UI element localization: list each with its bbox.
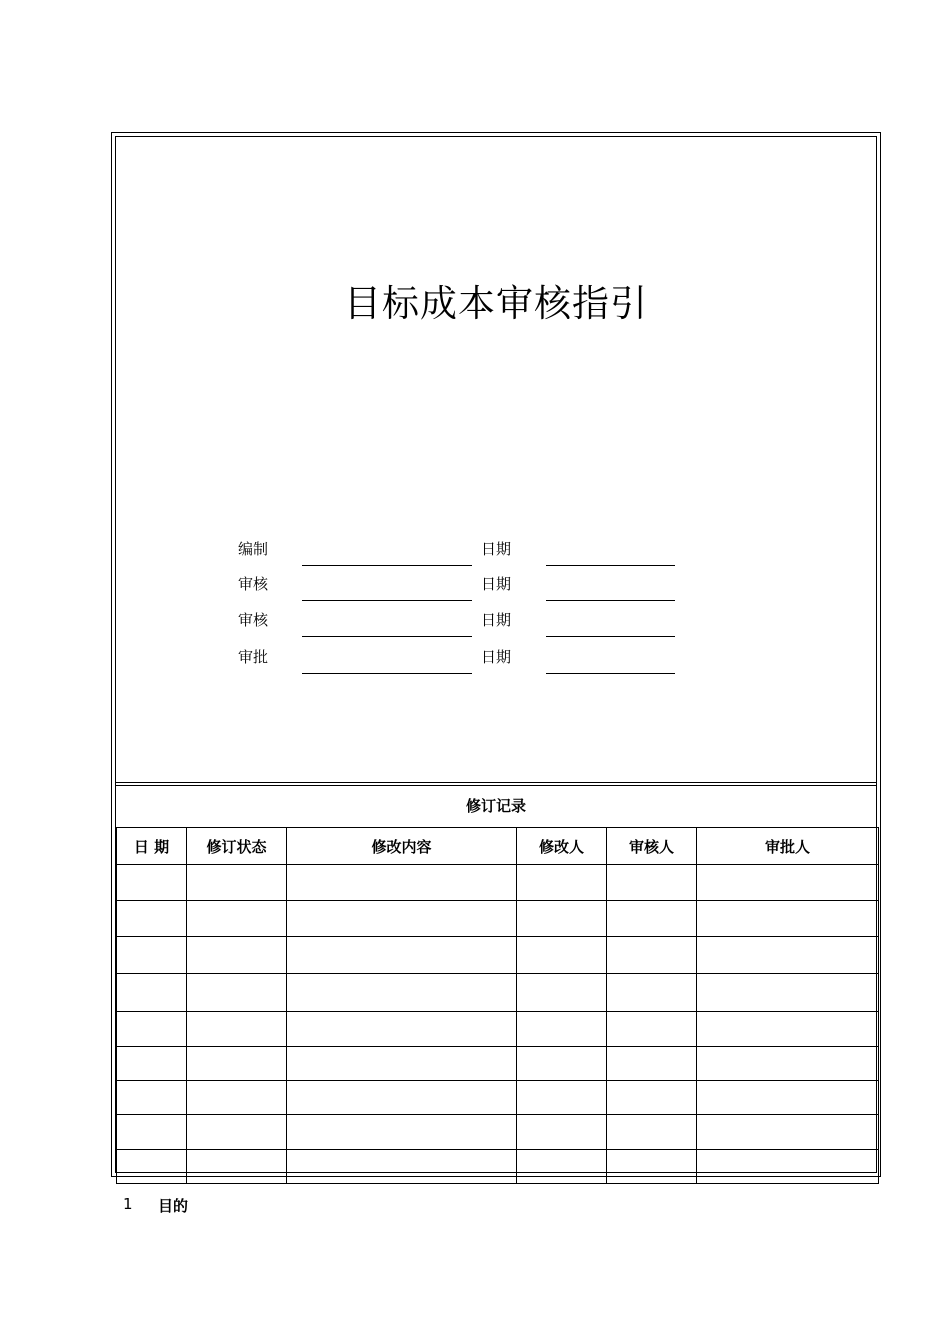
header-modifier: 修改人 — [517, 828, 607, 865]
table-cell — [607, 865, 697, 901]
table-cell — [117, 1115, 187, 1150]
signoff-row — [116, 538, 876, 568]
table-row — [117, 1047, 879, 1081]
table-cell — [287, 901, 517, 937]
signoff-date-label: 日期 — [481, 611, 512, 629]
table-row — [117, 865, 879, 901]
table-cell — [607, 1150, 697, 1184]
table-row — [117, 901, 879, 937]
table-row — [117, 1012, 879, 1047]
table-cell — [187, 1150, 287, 1184]
signature-line — [302, 636, 472, 637]
revision-table — [116, 827, 879, 1184]
table-cell — [187, 1012, 287, 1047]
table-row — [117, 1115, 879, 1150]
signoff-row — [116, 609, 876, 639]
table-cell — [607, 901, 697, 937]
header-approver: 审批人 — [697, 828, 879, 865]
table-row — [117, 974, 879, 1012]
table-cell — [117, 1150, 187, 1184]
signoff-label: 编制 — [238, 540, 269, 558]
section-heading: 目的 — [158, 1197, 189, 1215]
date-line — [546, 565, 675, 566]
table-cell — [607, 1081, 697, 1115]
table-cell — [517, 865, 607, 901]
document-frame — [111, 132, 881, 1177]
header-revision-status: 修订状态 — [187, 828, 287, 865]
document-title: 目标成本审核指引 — [344, 282, 648, 325]
table-cell — [607, 1047, 697, 1081]
signature-line — [302, 673, 472, 674]
table-cell — [607, 1012, 697, 1047]
header-reviewer: 审核人 — [607, 828, 697, 865]
table-cell — [517, 1081, 607, 1115]
section-divider — [116, 782, 876, 783]
date-line — [546, 673, 675, 674]
revision-table-body — [117, 865, 879, 1184]
table-cell — [697, 1150, 879, 1184]
table-cell — [517, 901, 607, 937]
header-change-content: 修改内容 — [287, 828, 517, 865]
table-cell — [517, 1012, 607, 1047]
table-cell — [697, 1012, 879, 1047]
table-cell — [187, 901, 287, 937]
signoff-row — [116, 573, 876, 603]
table-cell — [697, 974, 879, 1012]
table-cell — [187, 1115, 287, 1150]
document-inner-frame — [115, 136, 877, 1173]
table-cell — [187, 1081, 287, 1115]
table-cell — [607, 937, 697, 974]
table-cell — [697, 901, 879, 937]
revision-record-title: 修订记录 — [465, 797, 526, 815]
table-cell — [117, 974, 187, 1012]
table-cell — [117, 1081, 187, 1115]
table-cell — [517, 974, 607, 1012]
signoff-row — [116, 646, 876, 676]
table-cell — [117, 937, 187, 974]
signature-line — [302, 600, 472, 601]
table-cell — [187, 865, 287, 901]
table-cell — [117, 901, 187, 937]
table-cell — [287, 1047, 517, 1081]
table-cell — [517, 937, 607, 974]
table-cell — [287, 1081, 517, 1115]
revision-header-row — [117, 828, 879, 865]
signoff-date-label: 日期 — [481, 648, 512, 666]
table-cell — [187, 937, 287, 974]
table-cell — [187, 1047, 287, 1081]
table-cell — [117, 1012, 187, 1047]
table-cell — [697, 1081, 879, 1115]
date-line — [546, 636, 675, 637]
table-cell — [287, 865, 517, 901]
table-cell — [517, 1047, 607, 1081]
header-date: 日 期 — [117, 828, 187, 865]
date-line — [546, 600, 675, 601]
signoff-date-label: 日期 — [481, 540, 512, 558]
section-number: 1 — [123, 1195, 133, 1213]
table-cell — [517, 1150, 607, 1184]
table-cell — [697, 937, 879, 974]
signoff-label: 审核 — [238, 575, 269, 593]
table-cell — [117, 865, 187, 901]
table-row — [117, 1081, 879, 1115]
signoff-date-label: 日期 — [481, 575, 512, 593]
table-cell — [117, 1047, 187, 1081]
table-cell — [697, 865, 879, 901]
signoff-label: 审核 — [238, 611, 269, 629]
table-cell — [697, 1047, 879, 1081]
table-cell — [697, 1115, 879, 1150]
table-cell — [287, 1012, 517, 1047]
table-row — [117, 1150, 879, 1184]
table-cell — [187, 974, 287, 1012]
signoff-label: 审批 — [238, 648, 269, 666]
section-divider — [116, 785, 876, 786]
table-cell — [607, 1115, 697, 1150]
signature-line — [302, 565, 472, 566]
table-row — [117, 937, 879, 974]
table-cell — [517, 1115, 607, 1150]
table-cell — [287, 1115, 517, 1150]
table-cell — [607, 974, 697, 1012]
table-cell — [287, 974, 517, 1012]
table-cell — [287, 937, 517, 974]
table-cell — [287, 1150, 517, 1184]
